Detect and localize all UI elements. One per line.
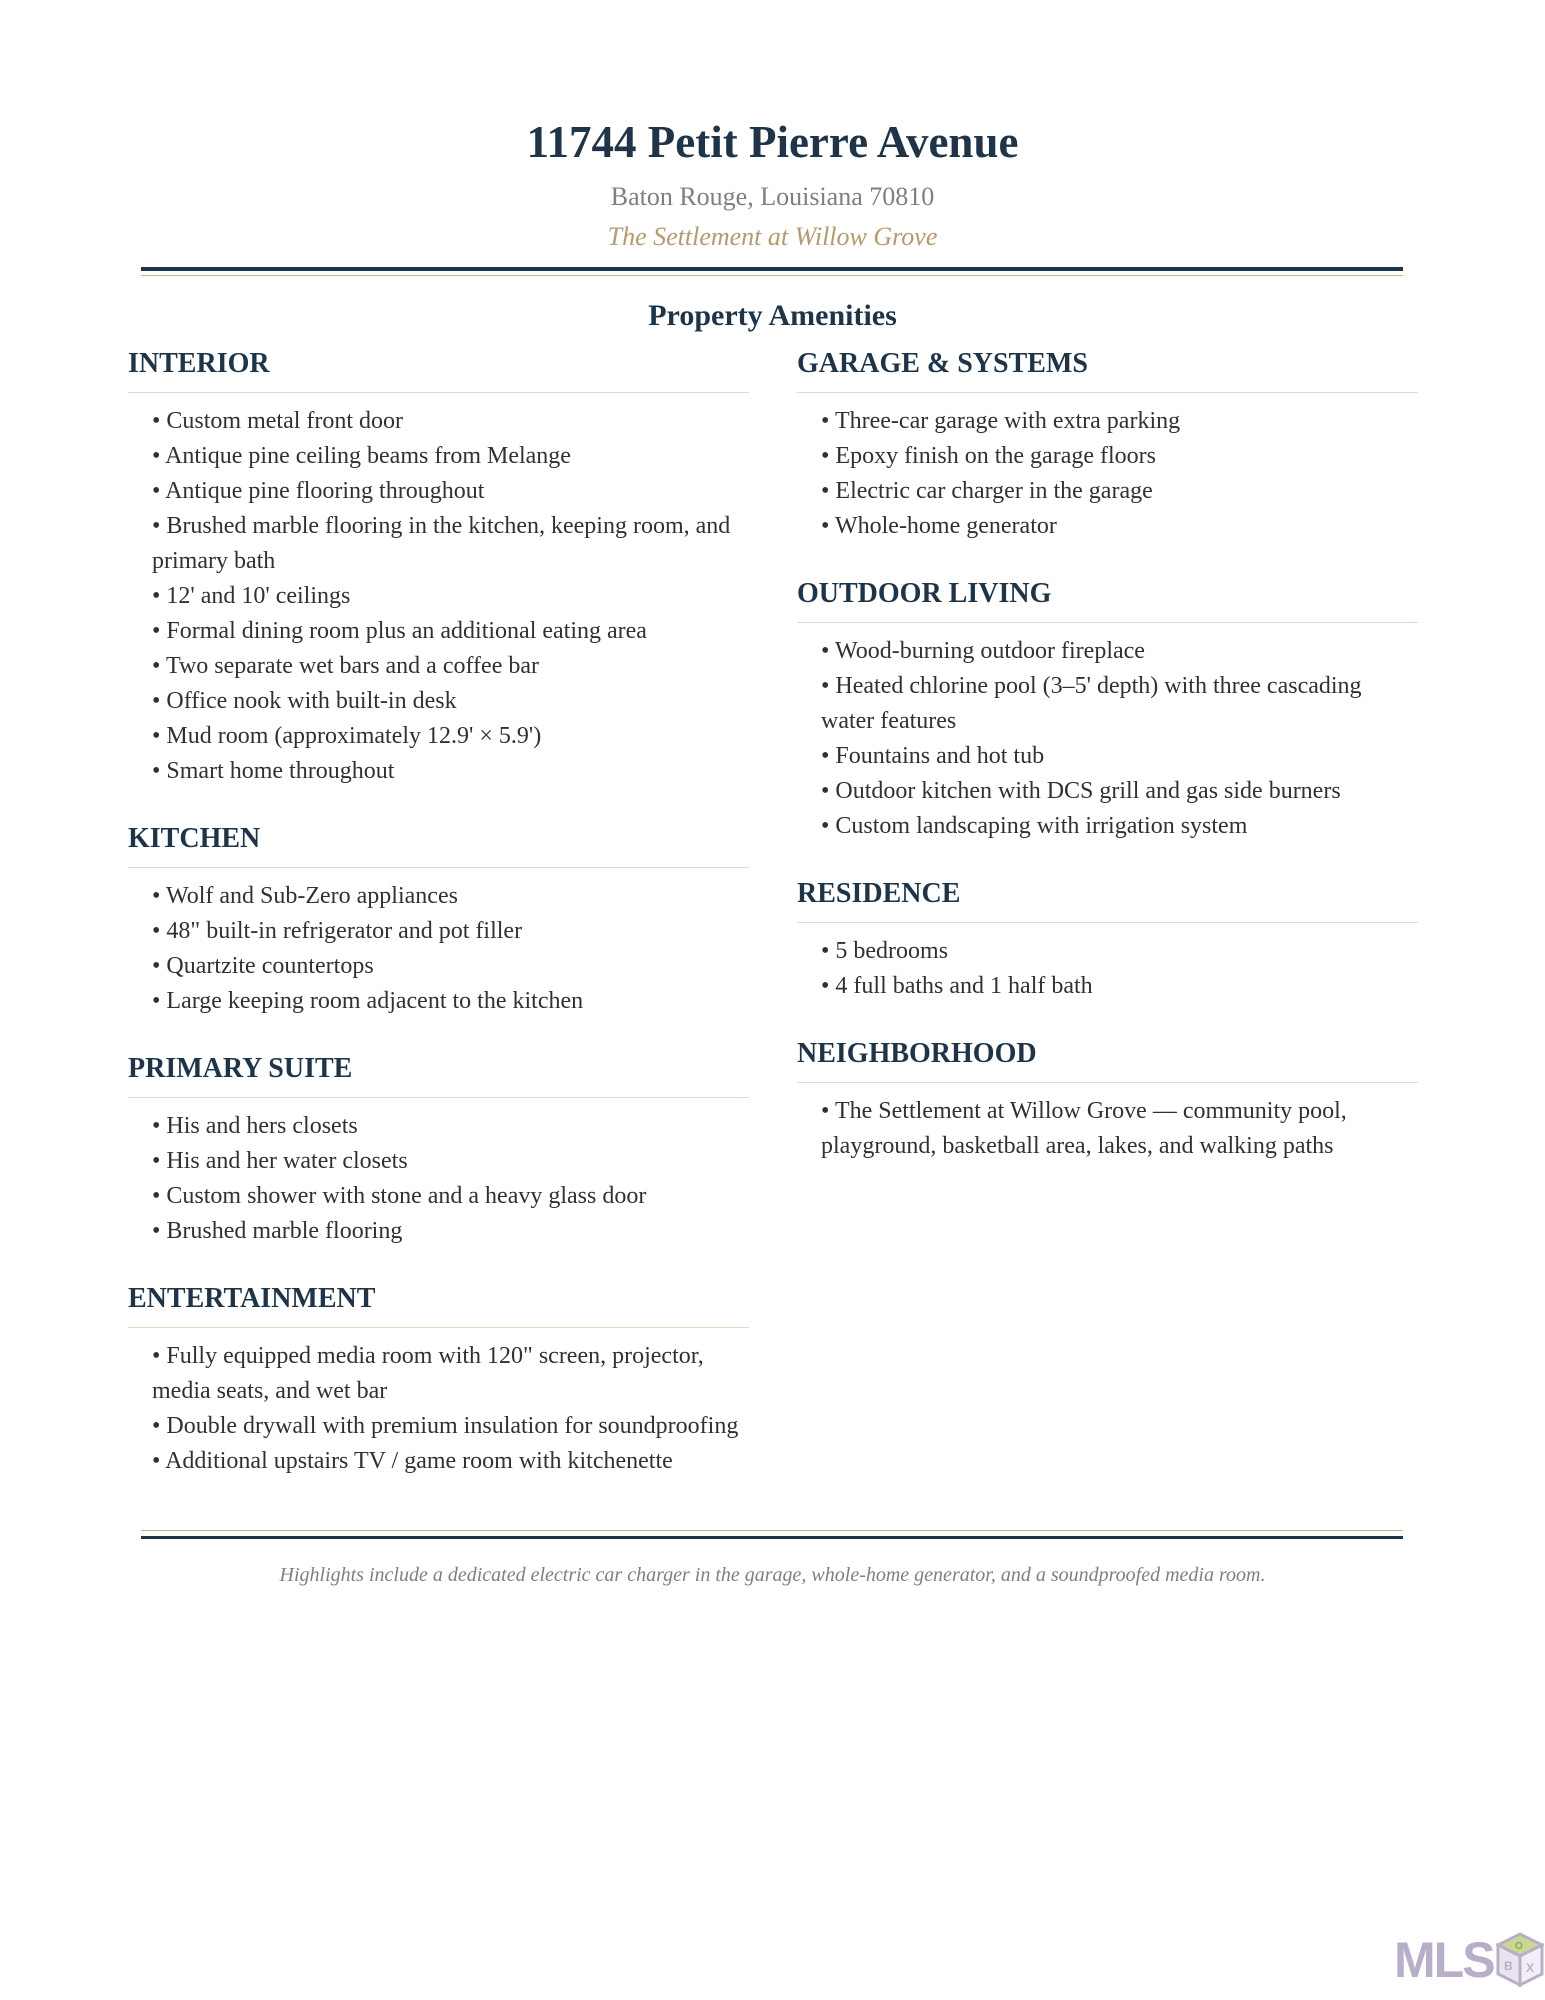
amenity-group-garage-systems	[797, 345, 1418, 544]
svg-text:X: X	[1526, 1961, 1535, 1975]
group-title: ENTERTAINMENT	[128, 1280, 749, 1328]
mls-logo	[1394, 1928, 1545, 2000]
list-item: • Brushed marble flooring in the kitchen, keeping room, and primary bath	[152, 513, 731, 574]
mls-logo-text: MLS	[1394, 1932, 1494, 1988]
amenities-right-column	[797, 345, 1418, 1195]
mls-box-icon	[1496, 1932, 1544, 1988]
amenity-list	[797, 1094, 1418, 1164]
footer-divider-accent	[141, 1530, 1403, 1531]
list-item: • Outdoor kitchen with DCS grill and gas side burners	[821, 778, 1341, 804]
list-item: • Mud room (approximately 12.9' × 5.9')	[152, 723, 542, 749]
property-header	[0, 112, 1545, 254]
list-item: • Epoxy finish on the garage floors	[821, 443, 1156, 469]
list-item: • Three-car garage with extra parking	[821, 408, 1181, 434]
header-divider	[141, 267, 1403, 271]
list-item: • Antique pine flooring throughout	[152, 478, 485, 504]
amenity-list	[797, 404, 1418, 544]
amenity-group-residence	[797, 875, 1418, 1004]
amenity-group-outdoor-living	[797, 575, 1418, 844]
list-item: • Electric car charger in the garage	[821, 478, 1153, 504]
list-item: • 48" built-in refrigerator and pot filler	[152, 918, 523, 944]
list-item: • Brushed marble flooring	[152, 1218, 403, 1244]
amenity-group-kitchen	[128, 820, 749, 1019]
amenity-list	[128, 1339, 749, 1479]
group-title: PRIMARY SUITE	[128, 1050, 749, 1098]
amenity-group-primary-suite	[128, 1050, 749, 1249]
list-item: • Fully equipped media room with 120" screen, projector, media seats, and wet bar	[152, 1343, 704, 1404]
list-item: • Antique pine ceiling beams from Melange	[152, 443, 571, 469]
list-item: • The Settlement at Willow Grove — community pool, playground, basketball area, lakes, and walking paths	[821, 1098, 1347, 1159]
amenity-group-neighborhood	[797, 1035, 1418, 1164]
list-item: • Custom metal front door	[152, 408, 404, 434]
list-item: • Fountains and hot tub	[821, 743, 1045, 769]
amenities-heading: Property Amenities	[648, 299, 897, 332]
highlights-note: Highlights include a dedicated electric car charger in the garage, whole-home generator, and a soundproofed media room.	[279, 1564, 1266, 1586]
group-title: NEIGHBORHOOD	[797, 1035, 1418, 1083]
amenity-group-interior	[128, 345, 749, 789]
property-title: 11744 Petit Pierre Avenue	[526, 117, 1019, 167]
amenity-list	[797, 634, 1418, 844]
list-item: • His and hers closets	[152, 1113, 358, 1139]
svg-text:O: O	[1515, 1941, 1523, 1952]
property-city: Baton Rouge, Louisiana 70810	[610, 182, 935, 211]
list-item: • Two separate wet bars and a coffee bar	[152, 653, 539, 679]
list-item: • Custom landscaping with irrigation system	[821, 813, 1248, 839]
group-title: KITCHEN	[128, 820, 749, 868]
list-item: • Quartzite countertops	[152, 953, 374, 979]
amenity-list	[128, 404, 749, 789]
group-title: GARAGE & SYSTEMS	[797, 345, 1418, 393]
list-item: • Wood-burning outdoor fireplace	[821, 638, 1145, 664]
list-item: • Smart home throughout	[152, 758, 395, 784]
svg-text:B: B	[1504, 1959, 1513, 1973]
list-item: • Custom shower with stone and a heavy glass door	[152, 1183, 647, 1209]
list-item: • Large keeping room adjacent to the kitchen	[152, 988, 584, 1014]
list-item: • Double drywall with premium insulation for soundproofing	[152, 1413, 739, 1439]
amenities-left-column	[128, 345, 749, 1510]
list-item: • His and her water closets	[152, 1148, 408, 1174]
list-item: • 12' and 10' ceilings	[152, 583, 351, 609]
list-item: • Heated chlorine pool (3–5' depth) with three cascading water features	[821, 673, 1362, 734]
group-title: INTERIOR	[128, 345, 749, 393]
amenity-list	[128, 879, 749, 1019]
list-item: • 5 bedrooms	[821, 938, 949, 964]
list-item: • 4 full baths and 1 half bath	[821, 973, 1093, 999]
amenity-list	[797, 934, 1418, 1004]
group-title: OUTDOOR LIVING	[797, 575, 1418, 623]
header-divider-accent	[141, 275, 1403, 276]
list-item: • Wolf and Sub-Zero appliances	[152, 883, 458, 909]
group-title: RESIDENCE	[797, 875, 1418, 923]
list-item: • Office nook with built-in desk	[152, 688, 457, 714]
property-community: The Settlement at Willow Grove	[607, 222, 938, 251]
list-item: • Whole-home generator	[821, 513, 1057, 539]
amenity-list	[128, 1109, 749, 1249]
amenity-group-entertainment	[128, 1280, 749, 1479]
footer-divider	[141, 1536, 1403, 1539]
list-item: • Formal dining room plus an additional eating area	[152, 618, 647, 644]
list-item: • Additional upstairs TV / game room with kitchenette	[152, 1448, 673, 1474]
